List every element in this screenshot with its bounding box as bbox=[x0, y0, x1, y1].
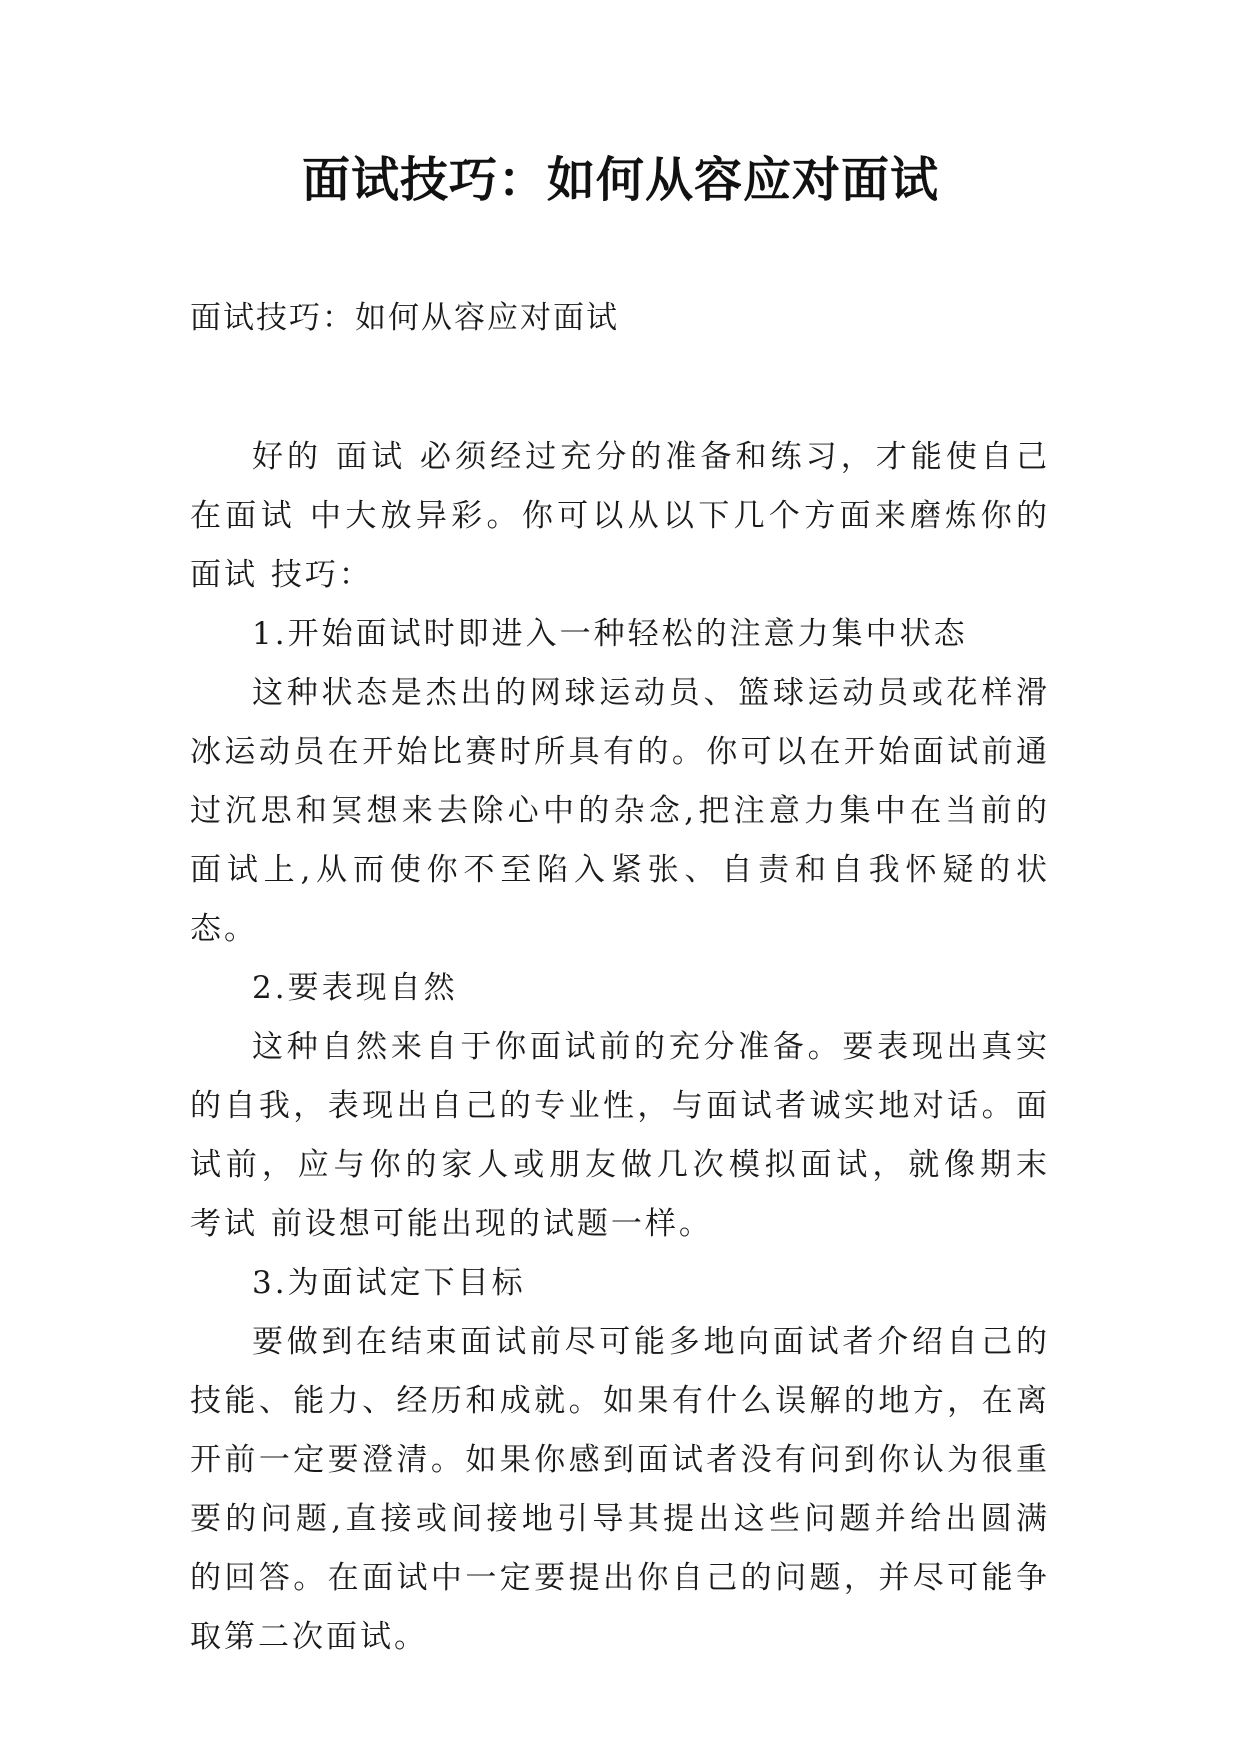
document-subtitle: 面试技巧：如何从容应对面试 bbox=[190, 300, 619, 336]
document-body bbox=[190, 290, 1050, 1667]
spacer bbox=[190, 346, 1050, 428]
document-title: 面试技巧：如何从容应对面试 bbox=[301, 152, 939, 208]
paragraph-point-3: 要做到在结束面试前尽可能多地向面试者介绍自己的技能、能力、经历和成就。如果有什么误解的地方，在离开前一定要澄清。如果你感到面试者没有问到你认为很重要的问题,直接或间接地引导其提出这些问题并给出圆满的回答。在面试中一定要提出你自己的问题，并尽可能争取第二次面试。 bbox=[190, 1324, 1050, 1655]
paragraph-point-1: 这种状态是杰出的网球运动员、篮球运动员或花样滑冰运动员在开始比赛时所具有的。你可以在开始面试前通过沉思和冥想来去除心中的杂念,把注意力集中在当前的面试上,从而使你不至陷入紧张、自责和自我怀疑的状态。 bbox=[190, 675, 1050, 947]
heading-point-1: 1.开始面试时即进入一种轻松的注意力集中状态 bbox=[252, 616, 968, 652]
heading-point-2: 2.要表现自然 bbox=[252, 970, 458, 1006]
heading-point-3: 3.为面试定下目标 bbox=[252, 1265, 526, 1301]
paragraph-intro: 好的 面试 必须经过充分的准备和练习，才能使自己在面试 中大放异彩。你可以从以下几个方面来磨炼你的 面试 技巧： bbox=[190, 439, 1050, 593]
paragraph-point-2: 这种自然来自于你面试前的充分准备。要表现出真实的自我，表现出自己的专业性，与面试者诚实地对话。面试前，应与你的家人或朋友做几次模拟面试，就像期末 考试 前设想可能出现的试题一样。 bbox=[190, 1029, 1050, 1242]
